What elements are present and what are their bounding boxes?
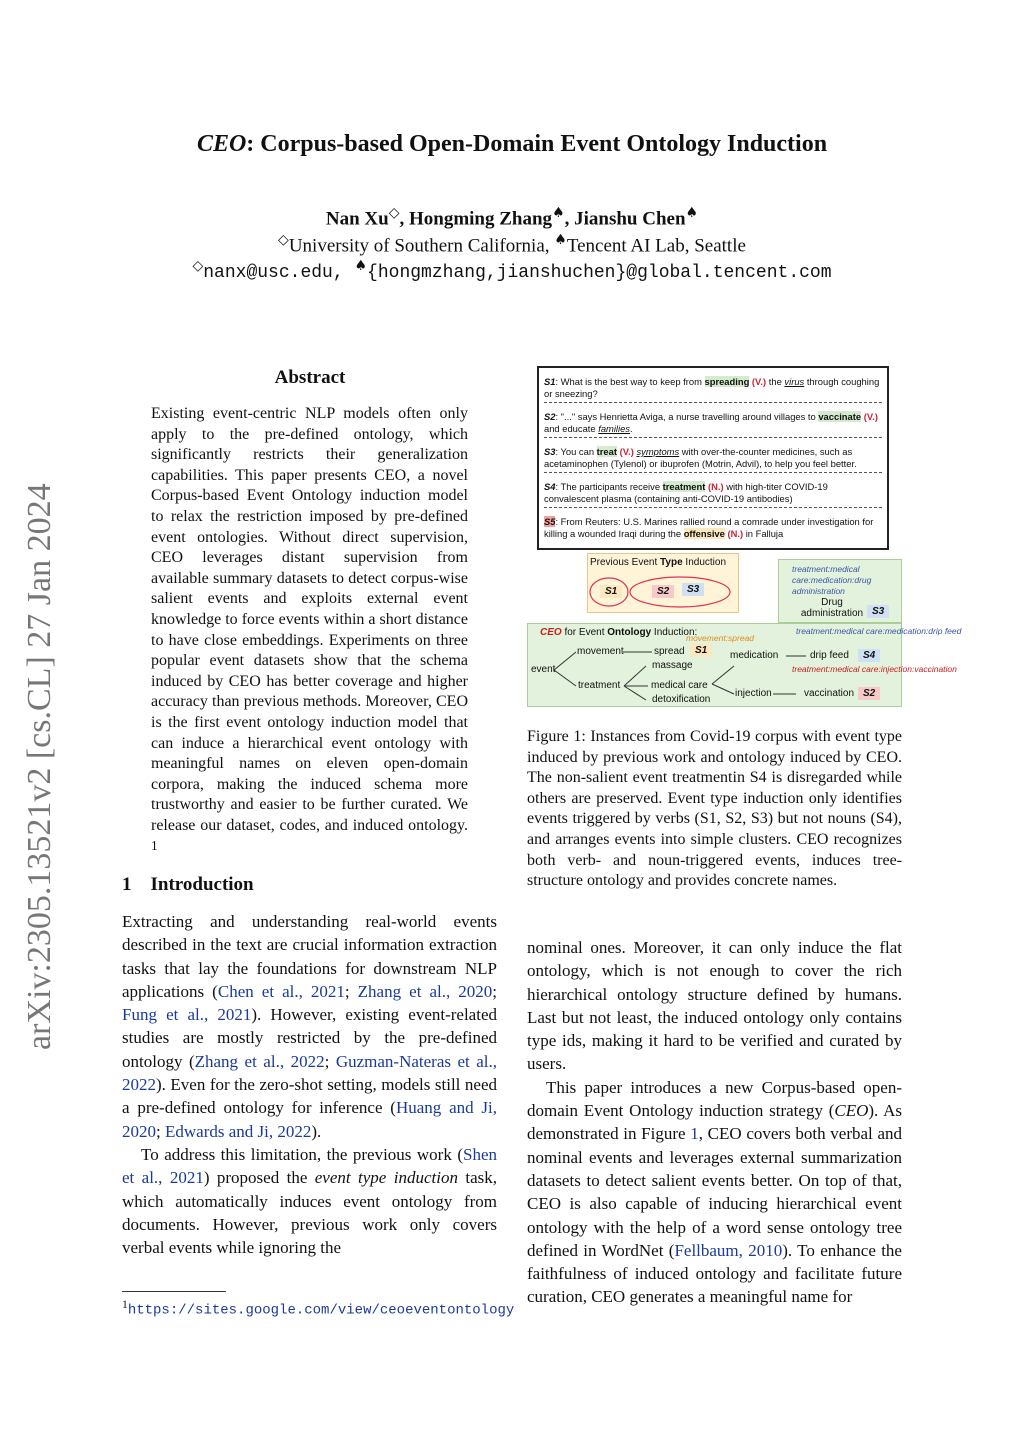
text-run: and educate	[544, 423, 599, 434]
drug-chip-s3: S3	[867, 605, 889, 618]
node-medical-care: medical care	[651, 680, 708, 691]
text-run: ). However, existing event-related studies are mostly restricted by the pre-defined ontology (	[122, 1005, 497, 1071]
citation-link[interactable]: Edwards and Ji, 2022	[164, 1121, 312, 1141]
text-run: Induction:	[651, 627, 698, 638]
node-detoxification: detoxification	[652, 694, 711, 705]
cluster-ellipses	[588, 554, 738, 612]
drug-node-box	[778, 559, 902, 623]
snippet-divider	[544, 472, 882, 473]
paragraph: nominal ones. Moreover, it can only induce the flat ontology, which is not enough to cover the rich hierarchical ontology structure defined by humans. Last but not least, the induced ontology only contains type ids, making it hard to be verified and curated by users.	[527, 938, 902, 1074]
citation-link[interactable]: Guzman-Nateras et al., 2022	[122, 1051, 498, 1095]
diamond-icon: ◇	[388, 205, 400, 221]
node-drip-feed: drip feed	[810, 650, 849, 661]
trigger-word: vaccinate	[818, 411, 862, 422]
footnote-number: 1	[122, 1298, 128, 1311]
spread-path: movement:spread	[686, 633, 755, 643]
text-run: ). Even for the zero-shot setting, models still need a pre-defined ontology for inference (	[122, 1075, 497, 1118]
text-run: To address this limitation, the previous work (	[141, 1144, 463, 1164]
author-2: Hongming Zhang	[408, 208, 553, 230]
text-run: Previous Event	[590, 557, 661, 568]
emails	[0, 258, 1024, 283]
figure-caption: Figure 1: Instances from Covid-19 corpus with event type induced by previous work and ontology induced by CEO. The non-salient event treatmentin S4 is disregarded while others are preserved. Event type induction only identifies events triggered by verbs (S1, S2, S3) but not nouns (S4), and arranges events into simple clusters. CEO recognizes both verb- and noun-triggered events, induces tree-structure ontology and provides concrete names.	[527, 728, 902, 890]
section-title: Introduction	[150, 874, 254, 895]
author-3: Jianshu Chen	[574, 208, 686, 230]
emphasis: CEO	[834, 1101, 869, 1121]
email-1[interactable]: nanx@usc.edu,	[203, 263, 344, 283]
snippet-id: S5	[544, 516, 556, 527]
abstract-heading: Abstract	[274, 367, 346, 388]
paragraph	[122, 1143, 497, 1259]
text-run: in Falluja	[743, 528, 784, 539]
footnote	[122, 1296, 515, 1320]
node-chip-s1: S1	[690, 644, 712, 657]
emphasis: event type induction	[314, 1168, 458, 1188]
text-run: : What is the best way to keep from	[555, 376, 705, 387]
text-run: ). As demonstrated in Figure	[527, 1101, 903, 1144]
argument-word: symptoms	[636, 446, 680, 457]
snippet-s3	[544, 446, 882, 470]
spade-icon: ♠	[354, 258, 368, 274]
argument-word: families	[598, 423, 630, 434]
text-run: ) proposed the	[203, 1168, 315, 1188]
cluster-chip-s2: S2	[652, 585, 674, 598]
text-run: : From Reuters: U.S. Marines rallied round a comrade under investigation for killing a wounded Iraqi during the	[544, 516, 874, 539]
email-2[interactable]: {hongmzhang,jianshuchen}@global.tencent.com	[367, 263, 832, 283]
figure-ref-link[interactable]: 1	[690, 1124, 699, 1144]
emphasis: Ontology	[607, 627, 652, 638]
node-chip-s4: S4	[858, 649, 880, 662]
figure-snippets-box	[537, 366, 889, 550]
abstract-body: Existing event-centric NLP models often only apply to the pre-defined ontology, which significantly restricts their generalization capabilities. This paper presents CEO, a novel Corpus-based Event Ontology induction model to relax the restriction imposed by pre-defined event ontologies. Without direct supervision, CEO leverages distant supervision from available summary datasets to detect corpus-wise salient events and exploits external event knowledge to force events within a short distance to have close embeddings. Experiments on three popular event datasets show that the schema induced by CEO has better coverage and higher accuracy than previous methods. Moreover, CEO is the first event ontology induction model that can induce a hierarchical event ontology with meaningful names on eleven open-domain corpora, making the induced schema more trustworthy and easier to be further curated. We release our dataset, codes, and induced ontology.	[151, 405, 468, 834]
footnote-rule	[122, 1291, 226, 1292]
node-movement: movement	[577, 646, 624, 657]
vaccination-path: treatment:medical care:injection:vaccination	[792, 664, 957, 674]
text-run: Induction	[682, 557, 727, 568]
text-run: with over-the-counter medicines, such as acetaminophen (Tylenol) or ibuprofen (Motrin, Advil), to help you feel better.	[544, 446, 857, 469]
previous-induction-box	[587, 553, 739, 613]
node-event: event	[531, 664, 556, 675]
text-run: .	[630, 423, 633, 434]
argument-word: virus	[784, 376, 805, 387]
drip-path: treatment:medical care:medication:drip feed	[796, 626, 962, 636]
trigger-word: treatment	[662, 481, 706, 492]
node-spread: spread	[654, 646, 685, 657]
pos-tag: (N.)	[707, 481, 724, 492]
emphasis: Type	[660, 557, 683, 568]
author-list: Nan Xu◇, Hongming Zhang♠, Jianshu Chen♠	[325, 205, 699, 230]
text-run: : You can	[555, 446, 597, 457]
pos-tag: (V.)	[751, 376, 767, 387]
text-run: This paper introduces a new Corpus-based open-domain Event Ontology induction strategy (	[527, 1077, 902, 1121]
trigger-word: spreading	[704, 376, 750, 387]
section-heading	[122, 874, 254, 896]
drug-path: treatment:medical care:medication:drug administration	[792, 564, 872, 596]
snippet-divider	[544, 437, 882, 438]
citation-link[interactable]: Chen et al., 2021	[217, 981, 345, 1001]
node-massage: massage	[652, 660, 693, 671]
pos-tag: (V.)	[619, 446, 634, 457]
right-column-text	[527, 936, 902, 1309]
snippet-id: S3	[544, 446, 556, 457]
footnote-url[interactable]: https://sites.google.com/view/ceoeventontology	[127, 1302, 515, 1319]
pos-tag: (V.)	[863, 411, 878, 422]
citation-link[interactable]: Zhang et al., 2020	[357, 981, 493, 1001]
snippet-id: S4	[544, 481, 556, 492]
text-run: the	[766, 376, 785, 387]
ceo-label: CEO	[540, 627, 562, 638]
spade-icon: ♠	[552, 205, 565, 221]
cluster-chip-s1: S1	[600, 585, 622, 598]
node-chip-s2: S2	[858, 687, 880, 700]
snippet-s4	[544, 481, 882, 505]
snippet-divider	[544, 402, 882, 403]
node-injection: injection	[735, 688, 772, 699]
node-treatment: treatment	[578, 680, 621, 691]
arxiv-stamp: arXiv:2305.13521v2 [cs.CL] 27 Jan 2024	[21, 483, 58, 1050]
snippet-s5	[544, 516, 882, 540]
affiliation-tencent: Tencent AI Lab, Seattle	[566, 235, 746, 257]
section-number: 1	[122, 874, 132, 895]
abstract-text	[151, 404, 468, 863]
paper-title	[0, 131, 1024, 158]
paragraph: Extracting and understanding real-world events described in the text are crucial information extraction tasks that lay the foundations for downstream NLP applications (Chen et al., 2021; Zhang et al., 2020; Fung et al., 2021). However, existing event-related studies are mostly restricted by the pre-defined ontology (Zhang et al., 2022; Guzman-Nateras et al., 2022). Even for the zero-shot setting, models still need a pre-defined ontology for inference (Huang and Ji, 2020; Edwards and Ji, 2022).	[122, 912, 498, 1141]
drug-label: Drug administration	[800, 597, 864, 619]
text-run: with high-titer COVID-19 convalescent plasma (containing anti-COVID-19 antibodies)	[544, 481, 828, 504]
cluster-chip-s3: S3	[682, 583, 704, 596]
snippet-divider	[544, 507, 882, 508]
text-run: through coughing or sneezing?	[544, 376, 880, 399]
node-vaccination: vaccination	[804, 688, 855, 699]
snippet-s2	[544, 411, 882, 435]
diamond-icon: ◇	[278, 232, 289, 248]
spade-icon: ♠	[554, 232, 567, 248]
snippet-id: S1	[544, 376, 556, 387]
text-run: : The participants receive	[555, 481, 663, 492]
text-run: task, which automatically induces event ontology from documents. However, previous work only covers verbal events while ignoring the	[122, 1168, 497, 1258]
author-1: Nan Xu	[325, 208, 389, 230]
title-ceo: CEO	[196, 131, 247, 157]
paragraph	[527, 1076, 902, 1309]
text-run: for Event	[561, 627, 608, 638]
citation-link[interactable]: Shen et al., 2021	[122, 1144, 497, 1188]
affiliations	[0, 232, 1024, 257]
text-run: ). To enhance the faithfulness of induced ontology and facilitate future curation, CEO generates a meaningful name for	[527, 1240, 902, 1307]
left-column-text	[122, 910, 497, 1259]
pos-tag: (N.)	[727, 528, 744, 539]
text-run: , CEO covers both verbal and nominal events and leverages external summarization datasets to detect salient events better. On top of that, CEO is also capable of inducing hierarchical event ontology with the help of a word sense ontology tree defined in WordNet (	[527, 1124, 902, 1260]
trigger-word: offensive	[683, 528, 725, 539]
title-rest: : Corpus-based Open-Domain Event Ontology Induction	[246, 131, 828, 157]
citation-link[interactable]: Zhang et al., 2022	[194, 1051, 325, 1071]
text-run: : "..." says Henrietta Aviga, a nurse travelling around villages to	[555, 411, 819, 422]
ceo-ontology-box	[527, 623, 962, 707]
trigger-word: treat	[596, 446, 617, 457]
citation-link[interactable]: Huang and Ji, 2020	[122, 1098, 497, 1141]
citation-link[interactable]: Fung et al., 2021	[122, 1005, 252, 1025]
snippet-s1	[544, 376, 882, 400]
node-medication: medication	[730, 650, 779, 661]
text-run: Extracting and understanding real-world events described in the text are crucial information extraction tasks that lay the foundations for downstream NLP applications (	[122, 912, 497, 1001]
diamond-icon: ◇	[192, 258, 204, 274]
citation-link[interactable]: Fellbaum, 2010	[674, 1240, 783, 1260]
snippet-id: S2	[544, 411, 556, 422]
affiliation-usc: University of Southern California,	[288, 235, 550, 257]
spade-icon: ♠	[685, 205, 699, 221]
text-run: ).	[311, 1121, 322, 1141]
footnote-mark[interactable]: 1	[151, 838, 158, 854]
